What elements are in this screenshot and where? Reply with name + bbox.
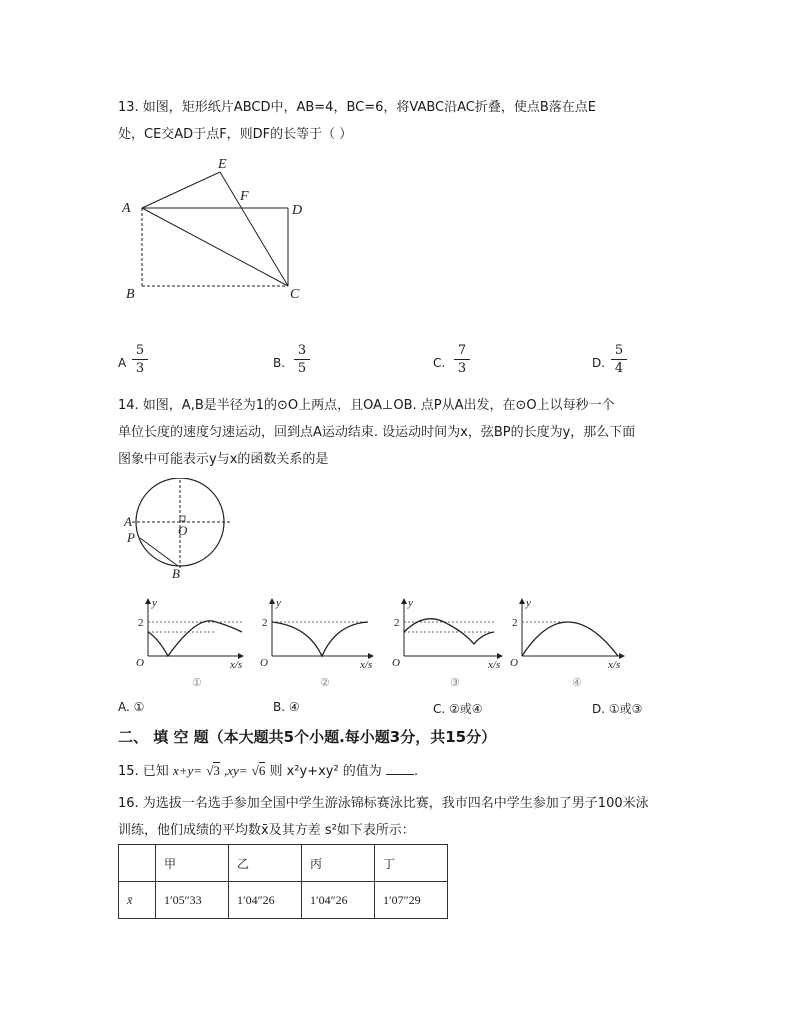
axis-y-label: y: [408, 597, 413, 609]
table-cell: 1′04″26: [229, 882, 302, 919]
tick-2: 2: [262, 617, 268, 629]
q14-circle-figure: [118, 478, 248, 582]
table-cell: 1′05″33: [156, 882, 229, 919]
q14-option-b[interactable]: B. ④: [273, 700, 300, 714]
graph-1: [136, 597, 243, 689]
label-B: B: [172, 566, 180, 581]
q13-option-c-fraction[interactable]: [454, 343, 470, 376]
q13-rectangle-fold-figure: [118, 150, 318, 310]
axis-x-label: x/s: [488, 659, 501, 671]
fraction-denominator: 3: [135, 361, 145, 376]
graph-number: ②: [320, 677, 330, 689]
label-D: D: [292, 203, 303, 218]
table-cell: 1′07″29: [375, 882, 448, 919]
q15-prefix: 15. 已知: [118, 764, 169, 779]
axis-x-label: x/s: [360, 659, 373, 671]
q15-end: .: [413, 764, 419, 779]
q15-answer-blank[interactable]: [386, 762, 414, 775]
tick-2: 2: [138, 617, 144, 629]
axis-y-label: y: [526, 597, 531, 609]
tick-2: 2: [394, 617, 400, 629]
q13-option-b-letter[interactable]: B.: [273, 356, 286, 370]
axis-origin: O: [136, 657, 144, 669]
fraction-denominator: 4: [614, 361, 624, 376]
q14-option-a[interactable]: A. ①: [118, 700, 145, 714]
right-angle-mark: [180, 516, 185, 521]
label-P: P: [127, 530, 135, 545]
axis-origin: O: [260, 657, 268, 669]
graph-number: ①: [192, 677, 202, 689]
fraction-bar: [611, 359, 627, 360]
q15-expr1: x+y=: [172, 763, 203, 778]
label-B: B: [126, 287, 135, 302]
q14-text-line1: 14. 如图，A,B是半径为1的⊙O上两点，且OA⊥OB. 点P从A出发，在⊙O上以每秒一个: [118, 398, 615, 413]
segment-AE: [142, 172, 220, 208]
label-O: O: [178, 523, 188, 538]
q13-option-d-letter[interactable]: D.: [592, 356, 606, 370]
q15-sqrt2: 6: [258, 763, 266, 778]
table-header-cell: 乙: [229, 845, 302, 882]
label-C: C: [290, 287, 300, 302]
graph-2: [260, 597, 373, 689]
q15-expr3: 则 x²y+xy² 的值为: [269, 764, 382, 779]
label-A: A: [124, 514, 132, 529]
section-2-heading: 二、 填 空 题（本大题共5个小题.每小题3分，共15分）: [118, 728, 497, 746]
q13-text-line2: 处，CE交AD于点F，则DF的长等于（ ）: [118, 127, 353, 142]
q16-text-line1: 16. 为选拔一名选手参加全国中学生游泳锦标赛泳比赛，我市四名中学生参加了男子100米泳: [118, 796, 649, 811]
label-F: F: [240, 189, 249, 204]
graph-3: [392, 597, 502, 689]
q14-graphs: [118, 594, 638, 690]
fraction-numerator: 7: [457, 343, 467, 358]
q16-text-line2: 训练，他们成绩的平均数x̄及其方差 s²如下表所示：: [118, 823, 415, 838]
table-header-cell: 丁: [375, 845, 448, 882]
segment-AC: [142, 208, 288, 286]
q13-option-a-letter[interactable]: A: [118, 356, 127, 370]
chord-bp: [140, 538, 178, 566]
segment-EC: [220, 172, 288, 286]
fraction-bar: [294, 359, 310, 360]
tick-2: 2: [512, 617, 518, 629]
axis-x-label: x/s: [608, 659, 621, 671]
q15-expr2: ,xy=: [223, 763, 248, 778]
q13-option-b-fraction[interactable]: [294, 343, 310, 376]
table-header-cell: 甲: [156, 845, 229, 882]
axis-y-label: y: [276, 597, 281, 609]
graph-4: [510, 597, 624, 689]
axis-x-label: x/s: [230, 659, 243, 671]
q13-text-line1: 13. 如图，矩形纸片ABCD中，AB=4，BC=6，将VABC沿AC折叠，使点B落在点E: [118, 100, 596, 115]
q13-option-a-fraction[interactable]: [132, 343, 148, 376]
fraction-numerator: 5: [135, 343, 145, 358]
table-header-cell: 丙: [302, 845, 375, 882]
q14-text-line3: 图象中可能表示y与x的函数关系的是: [118, 452, 329, 467]
fraction-denominator: 5: [297, 361, 307, 376]
q13-option-c-letter[interactable]: C.: [433, 356, 446, 370]
table-row: [119, 882, 448, 919]
label-A: A: [122, 201, 131, 216]
axis-y-label: y: [152, 597, 157, 609]
axis-origin: O: [510, 657, 518, 669]
label-E: E: [218, 157, 227, 172]
q16-results-table: [118, 844, 448, 919]
q15-text: [118, 760, 418, 779]
table-row-label: x̄: [119, 882, 156, 919]
sqrt-sign: √: [251, 763, 259, 778]
q14-option-d[interactable]: D. ①或③: [592, 702, 643, 716]
fraction-denominator: 3: [457, 361, 467, 376]
q14-option-c[interactable]: C. ②或④: [433, 702, 483, 716]
q15-sqrt1: 3: [213, 763, 220, 778]
fraction-bar: [454, 359, 470, 360]
table-cell: 1′04″26: [302, 882, 375, 919]
table-header-row: [119, 845, 448, 882]
fraction-numerator: 5: [614, 343, 624, 358]
graph-number: ④: [572, 677, 582, 689]
graph-number: ③: [450, 677, 460, 689]
sqrt-sign: √: [206, 763, 214, 778]
fraction-bar: [132, 359, 148, 360]
fraction-numerator: 3: [297, 343, 307, 358]
q14-text-line2: 单位长度的速度匀速运动，回到点A运动结束. 设运动时间为x，弦BP的长度为y，那么下面: [118, 425, 636, 440]
table-header-cell: [119, 845, 156, 882]
axis-origin: O: [392, 657, 400, 669]
q13-option-d-fraction[interactable]: [611, 343, 627, 376]
